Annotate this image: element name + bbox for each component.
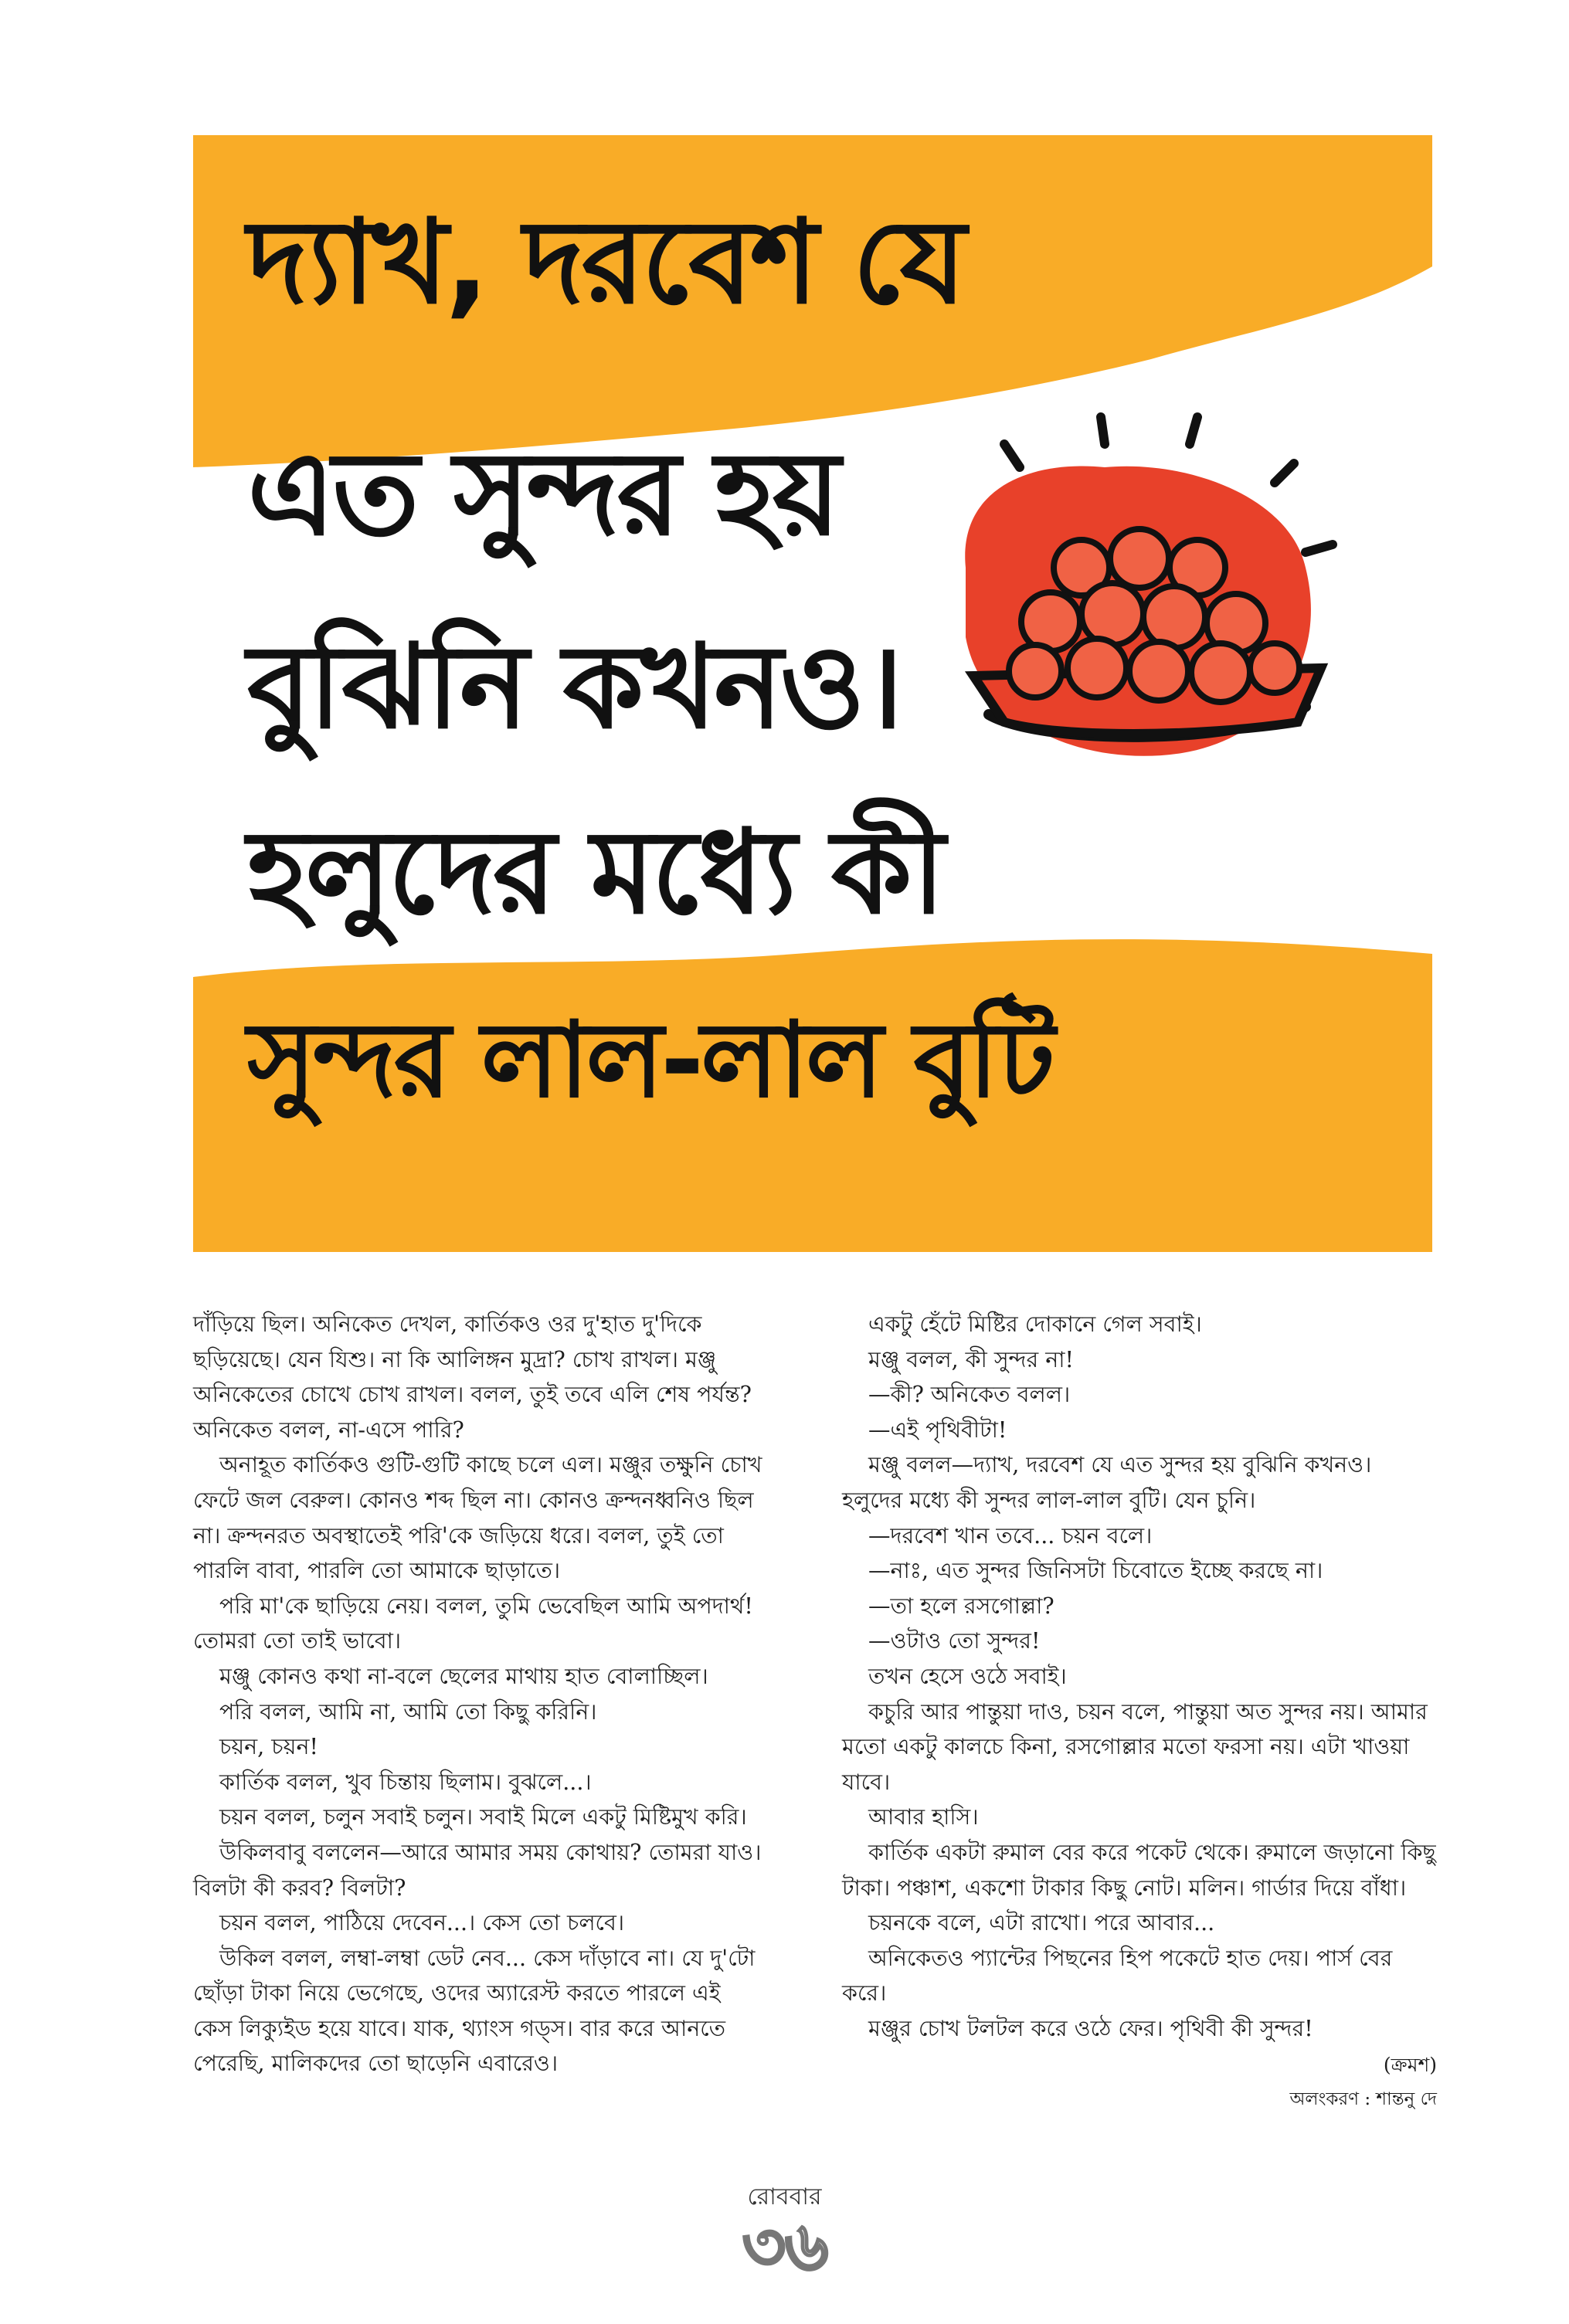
story-paragraph: তখন হেসে ওঠে সবাই। <box>868 1663 1067 1689</box>
sweets-bowl-icon <box>965 417 1333 756</box>
illustration-credit: অলংকরণ : শান্তনু দে <box>1289 2089 1437 2110</box>
headline-line-2: এত সুন্দর হয় <box>247 427 838 561</box>
story-paragraph: পরি মা'কে ছাড়িয়ে নেয়। বলল, তুমি ভেবেছিল আমি অপদার্থ! তোমরা তো তাই ভাবো। <box>193 1593 753 1654</box>
story-column-right <box>842 1307 1437 2116</box>
to-be-continued: (ক্রমশ) <box>1383 2054 1437 2077</box>
story-paragraph: —দরবেশ খান তবে... চয়ন বলে। <box>868 1522 1153 1549</box>
story-paragraph: —ওটাও তো সুন্দর! <box>868 1628 1041 1654</box>
story-paragraph: আবার হাসি। <box>868 1804 979 1830</box>
story-paragraph: চয়ন, চয়ন! <box>219 1734 318 1760</box>
story-paragraph: মঞ্জুর চোখ টলটল করে ওঠে ফের। পৃথিবী কী সুন্দর! <box>868 2015 1313 2041</box>
page-number: ৩৬ <box>742 2206 827 2286</box>
story-paragraph: অনাহূত কার্তিকও গুটি-গুটি কাছে চলে এল। মঞ্জুর তক্ষুনি চোখ ফেটে জল বেরুল। কোনও শব্দ ছিল না। কোনও ক্রন্দনধ্বনিও ছিল না। ক্রন্দনরত অবস্থাতেই পরি'কে জড়িয়ে ধরে। বলল, তুই তো পারলি বাবা, পারলি তো আমাকে ছাড়াতে। <box>193 1452 762 1584</box>
story-paragraph: উকিলবাবু বললেন—আরে আমার সময় কোথায়? তোমরা যাও। বিলটা কী করব? বিলটা? <box>193 1839 762 1901</box>
story-paragraph: একটু হেঁটে মিষ্টির দোকানে গেল সবাই। <box>868 1311 1202 1337</box>
headline-line-5: সুন্দর লাল-লাল বুটি <box>247 999 1052 1121</box>
story-paragraph: উকিল বলল, লম্বা-লম্বা ডেট নেব... কেস দাঁড়াবে না। যে দু'টো ছোঁড়া টাকা নিয়ে ভেগেছে, ওদের অ্যারেস্ট করতে পারলে এই কেস লিক্যুইড হয়ে যাবে। যাক, থ্যাংস গড্স। বার করে আনতে পেরেছি, মালিকদের তো ছাড়েনি এবারেও। <box>193 1945 756 2077</box>
story-paragraph: মঞ্জু কোনও কথা না-বলে ছেলের মাথায় হাত বোলাচ্ছিল। <box>219 1663 708 1689</box>
story-column-left <box>193 1307 765 2081</box>
story-paragraph: অনিকেতও প্যান্টের পিছনের হিপ পকেটে হাত দেয়। পার্স বের করে। <box>842 1945 1393 2007</box>
story-paragraph: —তা হলে রসগোল্লা? <box>868 1593 1054 1619</box>
story-paragraph: —এই পৃথিবীটা! <box>868 1416 1007 1443</box>
headline-line-1: দ্যাখ, দরবেশ যে <box>247 195 963 330</box>
story-paragraph: দাঁড়িয়ে ছিল। অনিকেত দেখল, কার্তিকও ওর দু'হাত দু'দিকে ছড়িয়েছে। যেন যিশু। না কি আলিঙ্গন মুদ্রা? চোখ রাখল। মঞ্জু অনিকেতের চোখে চোখ রাখল। বলল, তুই তবে এলি শেষ পর্যন্ত? অনিকেত বলল, না-এসে পারি? <box>193 1311 752 1443</box>
story-paragraph: মঞ্জু বলল—দ্যাখ, দরবেশ যে এত সুন্দর হয় বুঝিনি কখনও। হলুদের মধ্যে কী সুন্দর লাল-লাল বুটি। যেন চুনি। <box>842 1452 1372 1513</box>
illustration <box>193 135 1432 1252</box>
story-paragraph: কার্তিক বলল, খুব চিন্তায় ছিলাম। বুঝলে...। <box>219 1769 592 1795</box>
story-paragraph: কার্তিক একটা রুমাল বের করে পকেট থেকে। রুমালে জড়ানো কিছু টাকা। পঞ্চাশ, একশো টাকার কিছু নোট। মলিন। গার্ডার দিয়ে বাঁধা। <box>842 1839 1436 1901</box>
story-paragraph: কচুরি আর পান্তুয়া দাও, চয়ন বলে, পান্তুয়া অত সুন্দর নয়। আমার মতো একটু কালচে কিনা, রসগোল্লার মতো ফরসা নয়। এটা খাওয়া যাবে। <box>842 1698 1428 1795</box>
story-paragraph: চয়ন বলল, পাঠিয়ে দেবেন...। কেস তো চলবে। <box>219 1910 625 1936</box>
headline-line-3: বুঝিনি কখনও। <box>247 620 901 755</box>
magazine-name: রোববার <box>747 2183 822 2210</box>
headline-line-4: হলুদের মধ্যে কী <box>247 806 942 940</box>
story-paragraph: পরি বলল, আমি না, আমি তো কিছু করিনি। <box>219 1698 597 1725</box>
story-paragraph: —কী? অনিকেত বলল। <box>868 1382 1071 1408</box>
story-paragraph: চয়ন বলল, চলুন সবাই চলুন। সবাই মিলে একটু মিষ্টিমুখ করি। <box>219 1804 747 1830</box>
story-paragraph: —নাঃ, এত সুন্দর জিনিসটা চিবোতে ইচ্ছে করছে না। <box>868 1558 1323 1584</box>
story-paragraph: মঞ্জু বলল, কী সুন্দর না! <box>868 1346 1074 1372</box>
story-paragraph: চয়নকে বলে, এটা রাখো। পরে আবার... <box>868 1910 1215 1936</box>
